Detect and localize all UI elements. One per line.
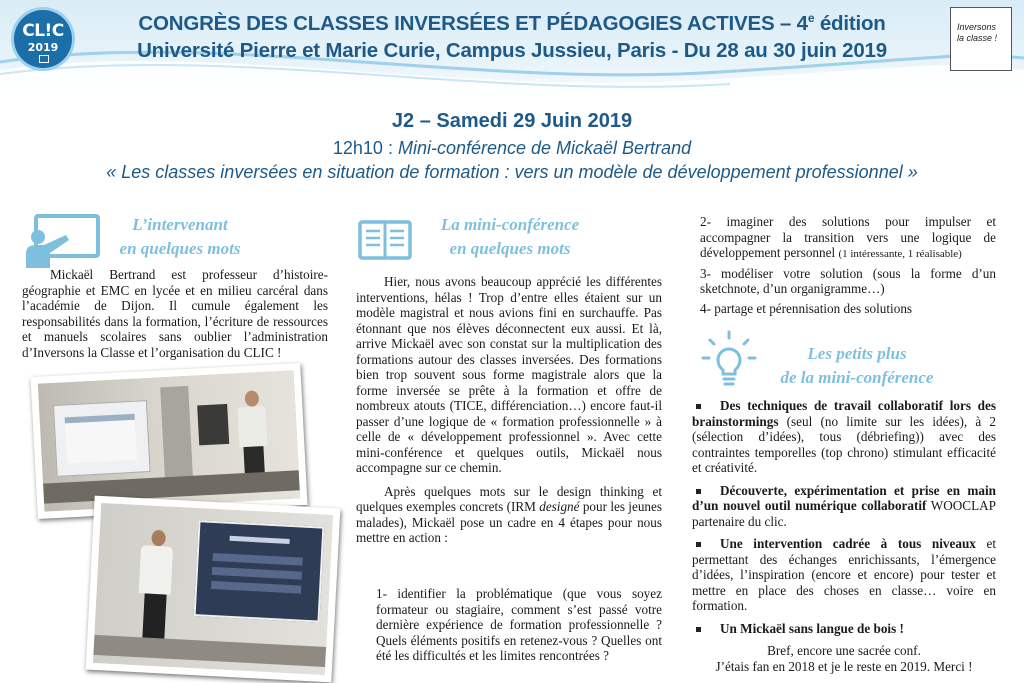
photo-1-scene (38, 370, 300, 511)
talk-steps-continued (700, 214, 996, 316)
extras-heading-line2: de la mini-conférence (780, 368, 934, 387)
photo-1-speaker-body (237, 406, 267, 447)
photo-1-frame (197, 404, 229, 446)
speaker-bio (22, 267, 328, 360)
extras-item-3 (692, 536, 996, 614)
photo-2-slide-line3 (212, 567, 302, 580)
bullet-icon (696, 627, 701, 632)
talk-paragraph-1: Hier, nous avons beaucoup apprécié les différentes interventions, hélas ! Trop d’entre elles étaient sur un modèle magistral et nous avions fini en surchauffe. Pas étonnant que nos élèves déconnectent eux aussi. Et là, arrive Mickaël avec son constat sur la multiplication des formations autour des classes inversées. Des formations bien trop souvent sous forme magistrale alors que la forme inversée se prête à la formation et offre de nombreux atouts (TICE, différenciation…) encore faut-il passer d’une logique de « formation professionnelle » à celle de « développement professionnel ». Avec cette mini-conférence et quelques outils, Mickaël nous accompagne sur ce chemin. (356, 274, 662, 475)
extras-item-3-text: et permettant des échanges enrichissants, l’émergence d’idées, l’inspiration (encore et encore) pour tester et mettre en place des choses en classe… voire en formation. (692, 536, 996, 613)
bullet-icon (696, 489, 701, 494)
speaker-heading (100, 213, 260, 261)
bullet-icon (696, 404, 701, 409)
congress-title-end: édition (814, 11, 886, 35)
talk-step-2 (700, 214, 996, 263)
extras-body (692, 398, 996, 674)
talk-step-2-text: 2- imaginer des solutions pour impulser et accompagner la transition vers une logique de développement personnel (700, 214, 996, 260)
speaker-heading-line1: L’intervenant (132, 215, 228, 234)
photo-2-slide-line4 (211, 581, 301, 594)
closing-line-2: J’étais fan en 2018 et je le reste en 2019. Merci ! (715, 658, 973, 674)
lightbulb-icon (700, 330, 758, 388)
bullet-icon (696, 542, 701, 547)
speaker-bio-text: Mickaël Bertrand est professeur d’histoire-géographie et EMC en lycée et en milieu carcéral dans l’académie de Dijon. Il cumule également les responsabilités dans la formation, l’écriture de ressources et manuels scolaires sans oublier l’administration d’Inversons la Classe et l’organisation du CLIC ! (22, 267, 328, 360)
conference-photo-2 (86, 496, 341, 683)
talk-step-3: 3- modéliser votre solution (sous la forme d’un sketchnote, d’un organigramme…) (700, 265, 996, 296)
photo-1-projection (53, 400, 151, 477)
extras-item-4-bold: Un Mickaël sans langue de bois ! (720, 620, 904, 636)
congress-title-text: CONGRÈS DES CLASSES INVERSÉES ET PÉDAGOGIES ACTIVES – 4 (138, 11, 808, 35)
talk-paragraph-2-b: pour les jeunes malades), Mickaël pose un cadre en 4 étapes pour nous mettre en action : (356, 499, 662, 545)
photo-1-slide (65, 414, 137, 464)
congress-title (0, 11, 1024, 36)
photo-2-slide-line2 (212, 553, 302, 566)
talk-paragraph-2-em: designé (539, 499, 580, 514)
photo-1-door (160, 386, 193, 487)
talk-paragraph-2 (356, 484, 662, 546)
talk-step-4: 4- partage et pérennisation des solutions (700, 300, 913, 316)
session-title: « Les classes inversées en situation de formation : vers un modèle de développement professionnel » (106, 162, 918, 182)
talk-heading-line1: La mini-conférence (440, 215, 580, 234)
session-kind: Mini-conférence de Mickaël Bertrand (397, 138, 692, 158)
extras-item-2-text: WOOCLAP partenaire du clic. (692, 498, 996, 529)
congress-title-sup: e (807, 11, 815, 25)
extras-item-1-bold: Des techniques de travail collaboratif lors des brainstormings (692, 398, 996, 429)
extras-item-2-bold: Découverte, expérimentation et prise en main d’un nouvel outil numérique collaboratif (692, 482, 996, 513)
extras-heading-line1: Les petits plus (807, 344, 907, 363)
extras-heading (752, 342, 962, 390)
talk-step-2-note: (1 intéressante, 1 réalisable) (838, 248, 962, 260)
extras-item-1-text: (seul (no limite sur les idées), à 2 (sélection d’idées), tous (débriefing)) avec des contraintes temporelles (top chrono) stimulant efficacité et créativité. (692, 413, 996, 475)
talk-body (356, 274, 662, 546)
talk-step-1-text: 1- identifier la problématique (que vous soyez formateur ou stagiaire, comment s’est passé votre dernière expérience de formation professionnelle ? Quels éléments positifs en retenez-vous ? Quelles ont été les difficultés et les limites rencontrées ? (376, 586, 662, 663)
extras-item-3-bold: Une intervention cadrée à tous niveaux (720, 536, 976, 551)
inversons-logo-line2: la classe ! (957, 33, 998, 43)
talk-paragraph-2-a: Après quelques mots sur le design thinking et quelques exemples concrets (IRM (356, 483, 662, 514)
talk-heading (420, 213, 600, 261)
photo-2-slide-line1 (230, 536, 290, 544)
talk-step-1 (376, 586, 662, 664)
extras-item-1 (692, 398, 996, 476)
conference-photo-1 (30, 363, 307, 519)
session-time (0, 138, 1024, 159)
session-day: J2 – Samedi 29 Juin 2019 (391, 110, 633, 132)
photo-2-projection (194, 520, 325, 622)
session-time-label: 12h10 : (332, 138, 398, 158)
extras-item-2 (692, 483, 996, 530)
clic-logo-year: 2019 (27, 41, 59, 54)
presenter-icon (22, 213, 102, 269)
speaker-heading-line2: en quelques mots (119, 239, 241, 258)
talk-heading-line2: en quelques mots (449, 239, 571, 258)
photo-2-speaker-body (139, 545, 173, 595)
congress-venue: Université Pierre et Marie Curie, Campus Jussieu, Paris - Du 28 au 30 juin 2019 (137, 39, 887, 62)
closing-line-1: Bref, encore une sacrée conf. (767, 643, 921, 658)
extras-list (692, 398, 996, 636)
extras-item-4 (692, 621, 996, 637)
photo-2-scene (93, 503, 333, 675)
inversons-logo-line1: Inversons (957, 22, 997, 32)
clic-logo-name: CL!C (22, 21, 64, 41)
open-book-icon (358, 218, 412, 262)
